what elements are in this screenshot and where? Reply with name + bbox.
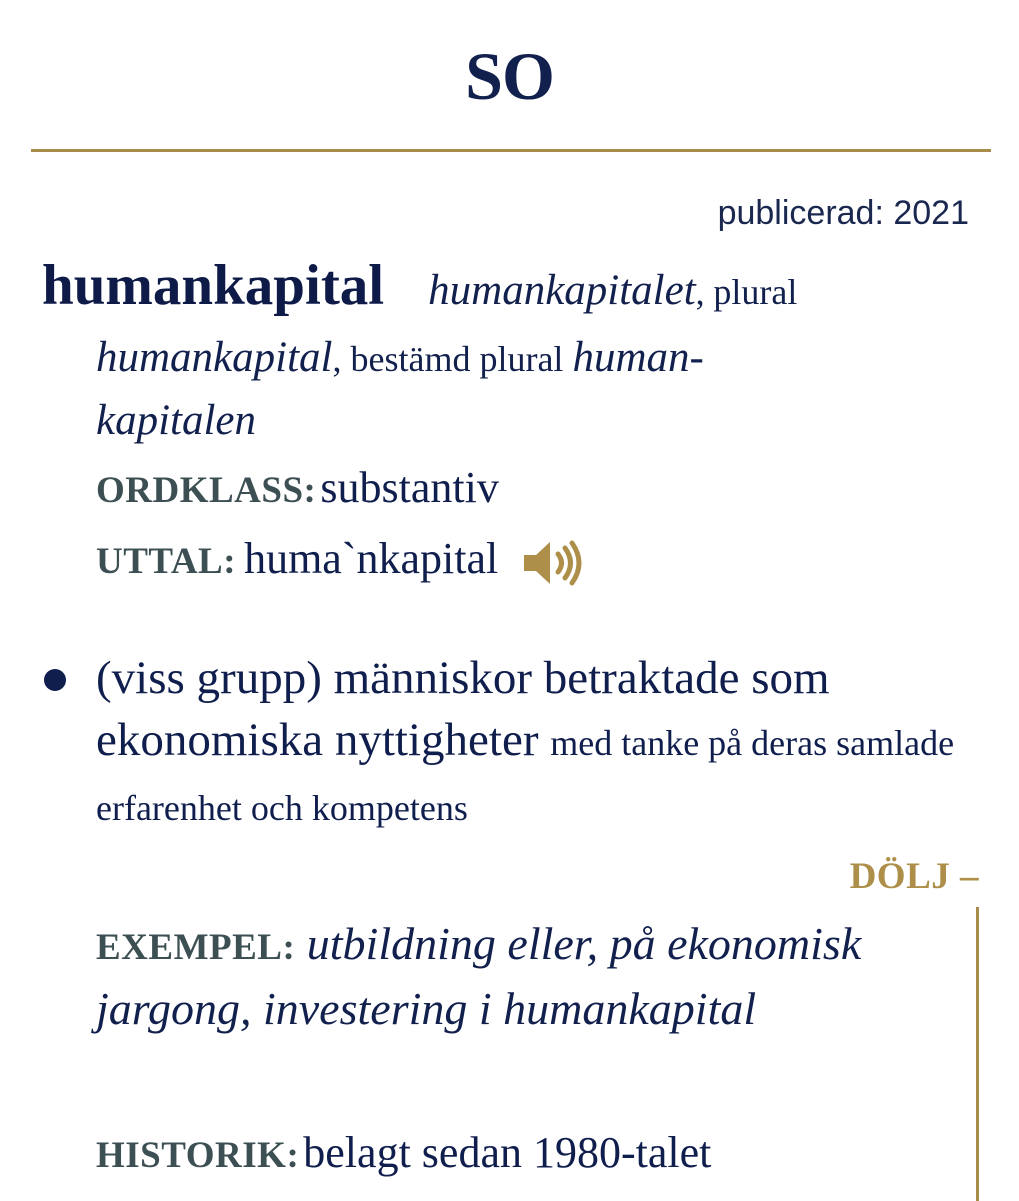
uttal-label: UTTAL: [96,541,237,582]
headword-line [42,250,972,329]
inflection-continued [42,327,972,453]
plural-label: plural [713,272,798,312]
example-block [96,913,946,1039]
hide-button[interactable]: DÖLJ – [849,856,979,897]
example-text: utbildning eller, på ekonomisk jargong, investering i humankapital [96,918,862,1034]
definition-text [96,647,972,839]
so-logo[interactable]: SO [465,38,554,114]
history-row [96,1127,711,1178]
ordklass-label: ORDKLASS: [96,470,317,511]
sense-definition [42,647,972,839]
comma: , [695,272,705,312]
ordklass-row [96,462,499,513]
history-label: HISTORIK: [96,1135,300,1176]
uttal-value: huma`nkapital [244,534,499,583]
uttal-row [96,533,584,592]
header [0,0,1019,152]
example-label: EXEMPEL: [96,927,296,968]
header-divider [31,149,991,152]
details-side-rule [976,907,979,1201]
definite-form: humankapitalet [428,267,696,314]
definition-main: (viss grupp) människor betraktade som ekonomiska nyttigheter [96,652,830,766]
definition-sub: med tanke på deras samlade erfarenhet och kompetens [96,723,955,828]
definite-plural-label: bestämd plural [350,339,564,379]
definite-plural-form-part1: human- [572,334,704,381]
history-value: belagt sedan 1980-talet [303,1128,712,1177]
lemma: humankapital [42,254,385,317]
bullet-icon [44,669,66,691]
speaker-icon[interactable] [522,539,584,592]
plural-form: humankapital [96,334,333,381]
headword-block [42,250,972,453]
comma: , [332,339,342,379]
published-date: publicerad: 2021 [717,194,969,232]
ordklass-value: substantiv [320,463,499,512]
definite-plural-form-part2: kapitalen [96,397,257,444]
